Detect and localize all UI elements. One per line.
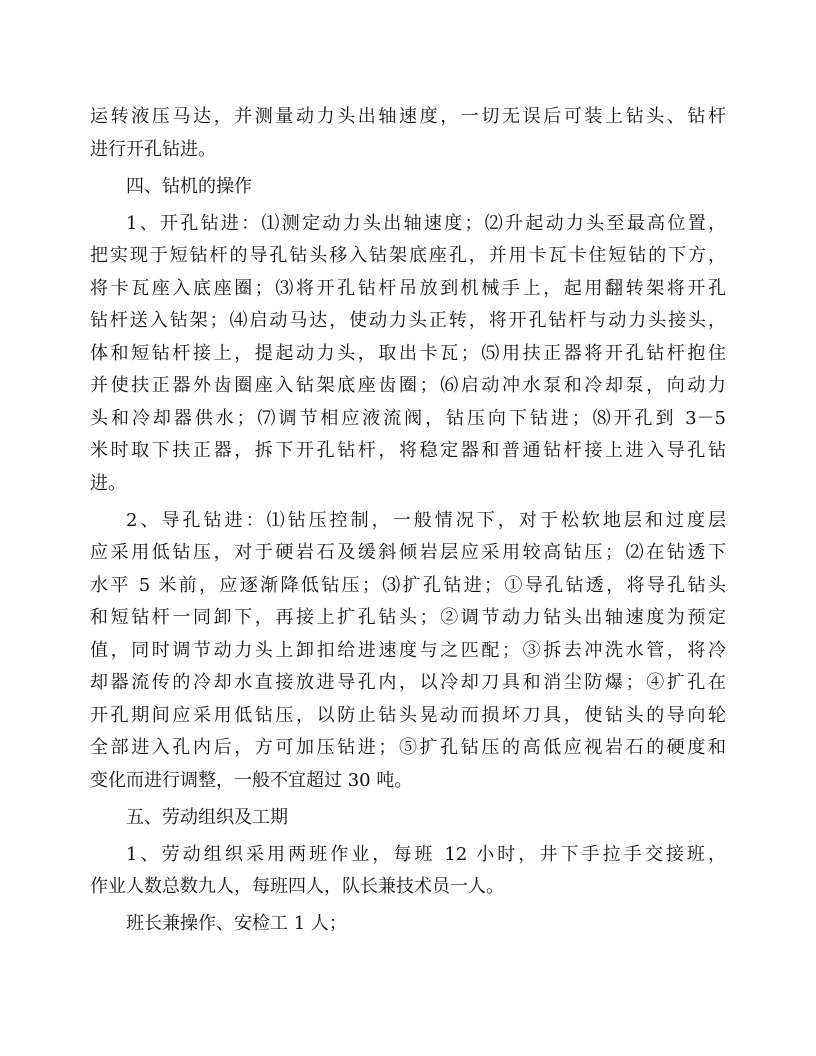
text-line: 和短钻杆一同卸下，再接上扩孔钻头；②调节动力钻头出轴速度为预定	[90, 607, 726, 628]
text-line: 却器流传的冷却水直接放进导孔内，以冷却刀具和消尘防爆；④扩孔在	[90, 672, 726, 693]
text-line: 班长兼操作、安检工 1 人；	[126, 913, 347, 934]
text-line: 将卡瓦座入底座圈；⑶将开孔钻杆吊放到机械手上，起用翻转架将开孔	[90, 277, 726, 299]
text-line: 变化而进行调整，一般不宜超过 30 吨。	[90, 769, 413, 791]
text-line: 米时取下扶正器，拆下开孔钻杆，将稳定器和普通钻杆接上进入导孔钻	[90, 440, 726, 461]
text-line: 水平 5 米前，应逐渐降低钻压；⑶扩孔钻进；①导孔钻透，将导孔钻头	[90, 574, 726, 596]
text-line: 运转液压马达，并测量动力头出轴速度，一切无误后可装上钻头、钻杆	[90, 106, 726, 127]
section-heading	[90, 802, 726, 835]
text-line: 进行开孔钻进。	[90, 138, 216, 160]
text-line: 作业人数总数九人，每班四人，队长兼技术员一人。	[90, 876, 504, 897]
paragraph	[90, 101, 726, 166]
paragraph	[90, 208, 726, 501]
text-line: 头和冷却器供水；⑺调节相应液流阀，钻压向下钻进；⑻开孔到 3－5	[90, 407, 726, 429]
text-line: 并使扶正器外齿圈座入钻架底座齿圈；⑹启动冲水泵和冷却泵，向动力	[90, 375, 726, 396]
text-line: 进。	[90, 472, 126, 494]
text-line: 体和短钻杆接上，提起动力头，取出卡瓦；⑸用扶正器将开孔钻杆抱住	[90, 342, 726, 364]
text-line: 1、劳动组织采用两班作业，每班 12 小时，井下手拉手交接班，	[126, 843, 726, 865]
text-line: 把实现于短钻杆的导孔钻头移入钻架底座孔，并用卡瓦卡住短钻的下方，	[90, 245, 726, 266]
paragraph	[90, 505, 726, 798]
text-line: 五、劳动组织及工期	[126, 806, 288, 828]
text-line: 四、钻机的操作	[126, 175, 252, 197]
text-line: 1、开孔钻进：⑴测定动力头出轴速度；⑵升起动力头至最高位置，	[126, 212, 726, 234]
text-line: 2、导孔钻进：⑴钻压控制，一般情况下，对于松软地层和过度层	[126, 509, 726, 531]
paragraph	[90, 839, 726, 904]
paragraph	[90, 908, 726, 941]
text-line: 应采用低钻压，对于硬岩石及缓斜倾岩层应采用较高钻压；⑵在钻透下	[90, 542, 726, 563]
text-line: 钻杆送入钻架；⑷启动马达，使动力头正转，将开孔钻杆与动力头接头，	[90, 310, 726, 331]
text-line: 值，同时调节动力头上卸扣给进速度与之匹配；③拆去冲洗水管，将冷	[90, 639, 726, 661]
text-line: 全部进入孔内后，方可加压钻进；⑤扩孔钻压的高低应视岩石的硬度和	[90, 737, 726, 758]
text-line: 开孔期间应采用低钻压，以防止钻头晃动而损坏刀具，使钻头的导向轮	[90, 704, 726, 726]
document-page	[90, 101, 726, 945]
section-heading	[90, 171, 726, 204]
